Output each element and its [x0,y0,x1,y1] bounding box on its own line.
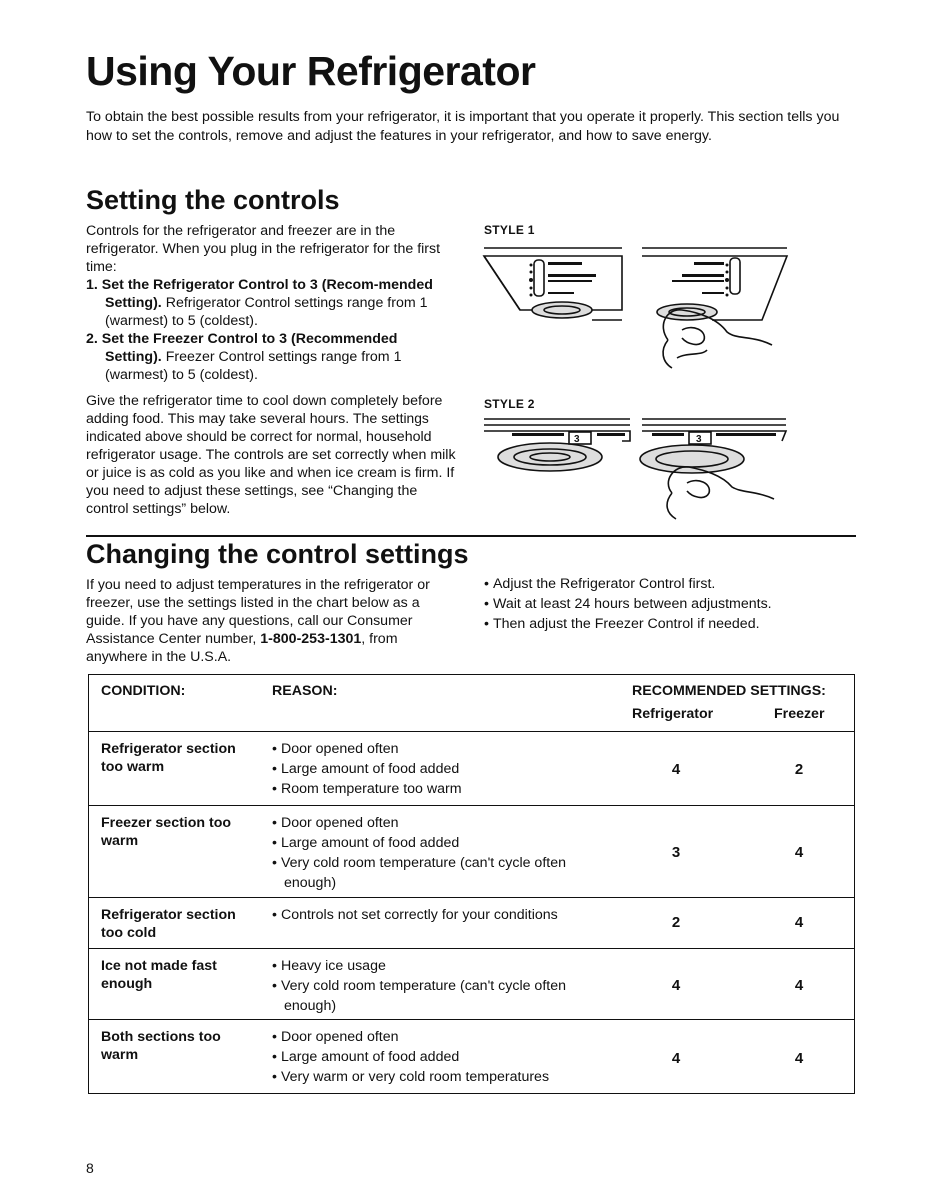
condition-cell: Refrigerator section too warm [101,741,236,775]
cool-down-text-a: Give the refrigerator time to cool down completely before adding food. This may take several hours. The [86,393,443,427]
style-2-label: STYLE 2 [484,397,535,411]
setting-steps-list [86,276,456,384]
changing-settings-paragraph [86,576,458,666]
freezer-setting-value: 4 [794,1050,804,1067]
cool-down-paragraph [86,392,456,518]
refrigerator-setting-value: 3 [671,844,681,861]
step-text: Freezer Control settings range from 1 (warmest) to 5 (coldest). [105,349,402,383]
reason-list [272,905,612,925]
table-row [89,732,854,806]
step-number: 2. [86,331,98,347]
freezer-setting-value: 4 [794,844,804,861]
consumer-assistance-phone: 1-800-253-1301 [260,631,362,647]
intro-paragraph: To obtain the best possible results from your refrigerator, it is important that you operate it properly. This section tells you how to set the controls, remove and adjust the features in your refrigerator, and how to save energy. [86,109,840,144]
condition-cell: Freezer section too warm [101,815,232,849]
page-number: 8 [86,1160,94,1176]
cool-down-text-c: household refrigerator usage. The controls are set correctly when milk or juice is as cold as you like and when ice cream is firm. If you need to adjust these settings, see “Changing the control settings” below. [86,429,456,517]
setting-step-1 [86,276,456,330]
section-divider [86,535,856,537]
reason-item: • Large amount of food added [272,1047,612,1067]
recommended-settings-table [88,674,855,1094]
adjustment-tip: • Wait at least 24 hours between adjustments. [484,594,854,614]
step-bold-text: Set the Refrigerator Control to 3 (Recom-mended Setting). [101,277,433,311]
page-title: Using Your Refrigerator [86,48,536,94]
condition-column-header: CONDITION: [101,683,186,699]
reason-item: • Heavy ice usage [272,956,612,976]
reason-list [272,1027,612,1087]
freezer-setting-value: 2 [794,761,804,778]
freezer-setting-value: 4 [794,914,804,931]
setting-step-2 [86,330,456,384]
table-row [89,898,854,949]
refrigerator-setting-value: 4 [671,761,681,778]
condition-cell: Both sections too warm [101,1029,221,1063]
changing-settings-heading: Changing the control settings [86,539,469,569]
setting-controls-text [86,222,456,518]
reason-item: • Door opened often [272,1027,612,1047]
reason-item: • Door opened often [272,813,612,833]
reason-list [272,956,612,1016]
style-2-dial-value-right: 3 [696,434,702,445]
reason-item: • Door opened often [272,739,612,759]
reason-item: • Very cold room temperature (can't cycle often enough) [272,853,612,893]
step-bold-text: Set the Freezer Control to 3 (Recommended Setting). [101,331,398,365]
adjustment-tip: • Then adjust the Freezer Control if needed. [484,614,854,634]
style-1-control-illustration [482,240,802,380]
reason-item: • Room temperature too warm [272,779,612,799]
refrigerator-setting-value: 4 [671,1050,681,1067]
step-text: Refrigerator Control settings range from 1 (warmest) to 5 (coldest). [105,295,428,329]
adjustment-tips-list [484,574,854,634]
setting-controls-heading: Setting the controls [86,185,340,215]
freezer-setting-value: 4 [794,977,804,994]
style-1-label: STYLE 1 [484,223,535,237]
freezer-column-header: Freezer [774,706,825,722]
reason-item: • Large amount of food added [272,759,612,779]
changing-text-pre: If you need to adjust temperatures in the refrigerator or freezer, use the settings listed in the chart below as a guide. If you have any questions, call our Consumer Assistance Center number, [86,577,430,647]
table-row [89,949,854,1020]
reason-list [272,813,612,893]
reason-item: • Large amount of food added [272,833,612,853]
condition-cell: Ice not made fast enough [101,958,217,992]
setting-intro-paragraph: Controls for the refrigerator and freezer are in the refrigerator. When you plug in the refrigerator for the first time: [86,223,441,275]
table-header [89,675,854,732]
refrigerator-setting-value: 4 [671,977,681,994]
refrigerator-column-header: Refrigerator [632,706,714,722]
reason-item: • Very warm or very cold room temperatures [272,1067,612,1087]
style-2-control-illustration [482,413,802,523]
changing-text-post: , from anywhere in the U.S.A. [86,631,398,665]
style-2-dial-value-left: 3 [574,434,580,445]
condition-cell: Refrigerator section too cold [101,907,236,941]
cool-down-text-b: settings indicated above should be correct for normal, [86,411,429,444]
reason-column-header: REASON: [272,683,338,699]
step-number: 1. [86,277,98,293]
table-row [89,1020,854,1093]
reason-item: • Controls not set correctly for your conditions [272,905,612,925]
table-row [89,806,854,898]
adjustment-tip: • Adjust the Refrigerator Control first. [484,574,854,594]
reason-item: • Very cold room temperature (can't cycle often enough) [272,976,612,1016]
reason-list [272,739,612,799]
recommended-settings-header: RECOMMENDED SETTINGS: [632,683,826,699]
refrigerator-setting-value: 2 [671,914,681,931]
